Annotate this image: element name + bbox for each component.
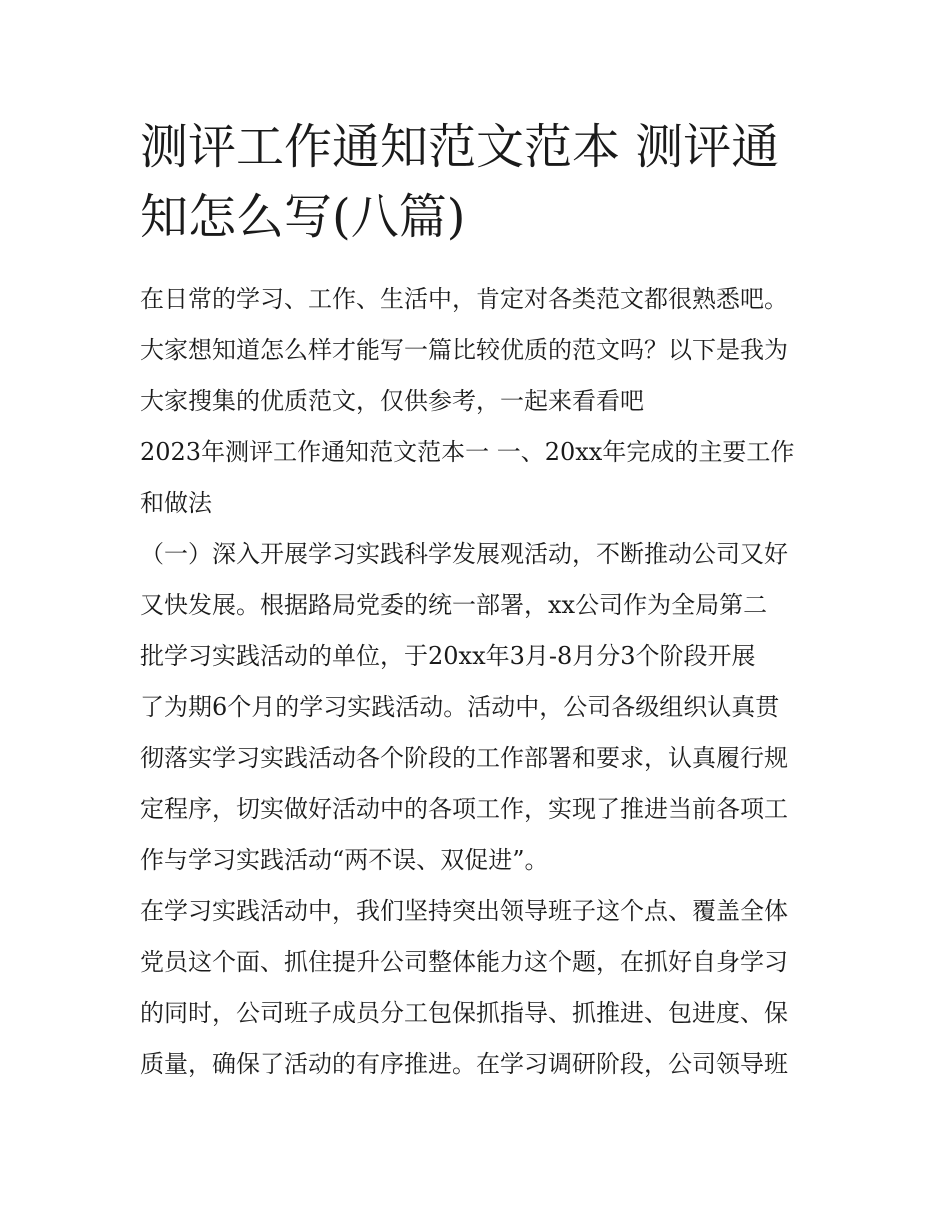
text-line: 2023年测评工作通知范文范本一 一、20xx年完成的主要工作 [140,438,795,466]
paragraph-practice [140,886,820,1090]
title-line: 知怎么写(八篇) [140,189,466,245]
text-line: 的同时，公司班子成员分工包保抓指导、抓推进、包进度、保 [140,999,788,1027]
paragraph-intro [140,274,820,427]
text-line: 在日常的学习、工作、生活中，肯定对各类范文都很熟悉吧。 [140,285,788,313]
text-line: 定程序，切实做好活动中的各项工作，实现了推进当前各项工 [140,795,788,823]
paragraph-section-heading [140,427,820,529]
title-line: 测评工作通知范文范本 测评通 [140,119,780,175]
text-line: 批学习实践活动的单位，于20xx年3月-8月分3个阶段开展 [140,642,756,670]
text-line: 大家搜集的优质范文，仅供参考，一起来看看吧 [140,387,644,415]
document-title [140,112,820,252]
text-line: 大家想知道怎么样才能写一篇比较优质的范文吗？以下是我为 [140,336,788,364]
text-line: 了为期6个月的学习实践活动。活动中，公司各级组织认真贯 [140,693,780,721]
document-body [140,274,820,1090]
text-line: 作与学习实践活动“两不误、双促进”。 [140,846,549,874]
text-line: 又快发展。根据路局党委的统一部署，xx公司作为全局第二 [140,591,768,619]
text-line: （一）深入开展学习实践科学发展观活动，不断推动公司又好 [140,540,788,568]
text-line: 党员这个面、抓住提升公司整体能力这个题，在抓好自身学习 [140,948,788,976]
text-line: 和做法 [140,489,212,517]
text-line: 彻落实学习实践活动各个阶段的工作部署和要求，认真履行规 [140,744,788,772]
paragraph-item-one [140,529,820,886]
text-line: 在学习实践活动中，我们坚持突出领导班子这个点、覆盖全体 [140,897,788,925]
text-line: 质量，确保了活动的有序推进。在学习调研阶段，公司领导班 [140,1050,788,1078]
